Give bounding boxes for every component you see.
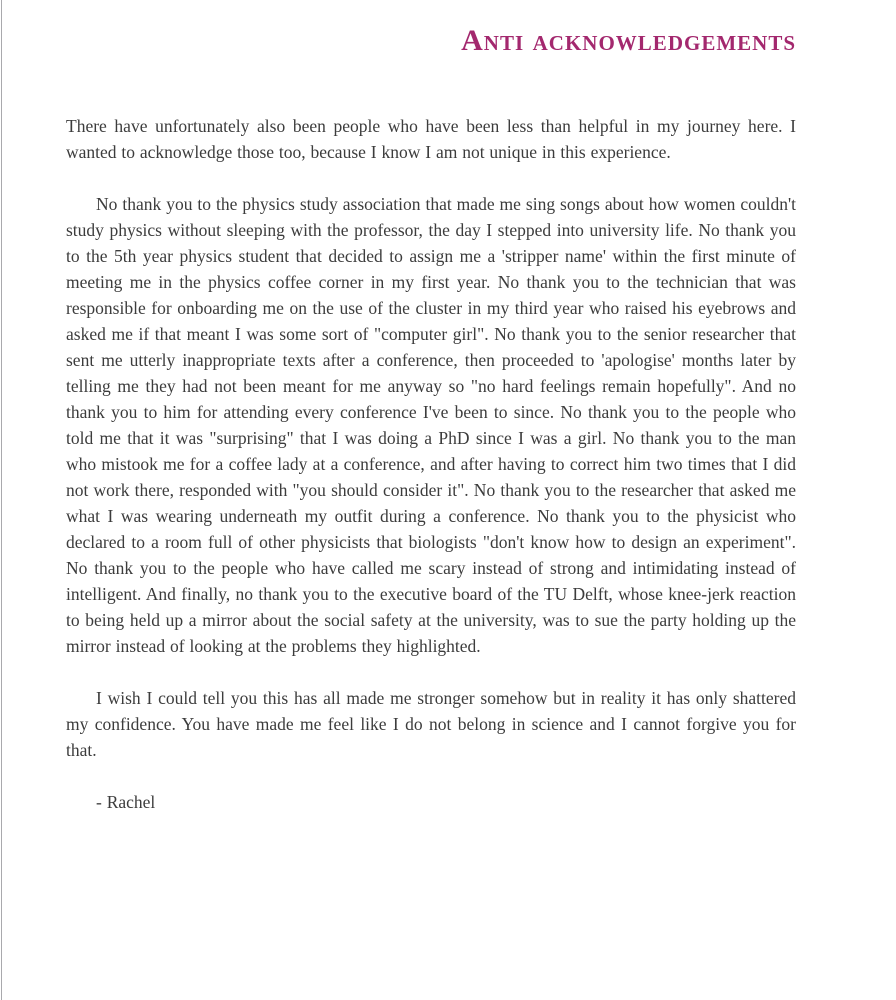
- document-body: [66, 113, 796, 815]
- document-page: [66, 0, 796, 841]
- page-title: Anti acknowledgements: [461, 24, 796, 57]
- paragraph-closing: I wish I could tell you this has all made me stronger somehow but in reality it has only shattered my confidence. You have made me feel like I do not belong in science and I cannot forgive you for that.: [66, 688, 796, 760]
- paragraph-intro: There have unfortunately also been people who have been less than helpful in my journey here. I wanted to acknowledge those too, because I know I am not unique in this experience.: [66, 116, 796, 162]
- paragraph-main: No thank you to the physics study association that made me sing songs about how women couldn't study physics without sleeping with the professor, the day I stepped into university life. No thank you to the 5th year physics student that decided to assign me a 'stripper name' within the first minute of meeting me in the physics coffee corner in my first year. No thank you to the technician that was responsible for onboarding me on the use of the cluster in my third year who raised his eyebrows and asked me if that meant I was some sort of "computer girl". No thank you to the senior researcher that sent me utterly inappropriate texts after a conference, then proceeded to 'apologise' months later by telling me they had not been meant for me anyway so "no hard feelings remain hopefully". And no thank you to him for attending every conference I've been to since. No thank you to the people who told me that it was "surprising" that I was doing a PhD since I was a girl. No thank you to the man who mistook me for a coffee lady at a conference, and after having to correct him two times that I did not work there, responded with "you should consider it". No thank you to the researcher that asked me what I was wearing underneath my outfit during a conference. No thank you to the physicist who declared to a room full of other physicists that biologists "don't know how to design an experiment". No thank you to the people who have called me scary instead of strong and intimidating instead of intelligent. And finally, no thank you to the executive board of the TU Delft, whose knee-jerk reaction to being held up a mirror about the social safety at the university, was to sue the party holding up the mirror instead of looking at the problems they highlighted.: [66, 194, 796, 656]
- signature-line: - Rachel: [96, 792, 156, 812]
- page-left-edge-line: [1, 0, 2, 1000]
